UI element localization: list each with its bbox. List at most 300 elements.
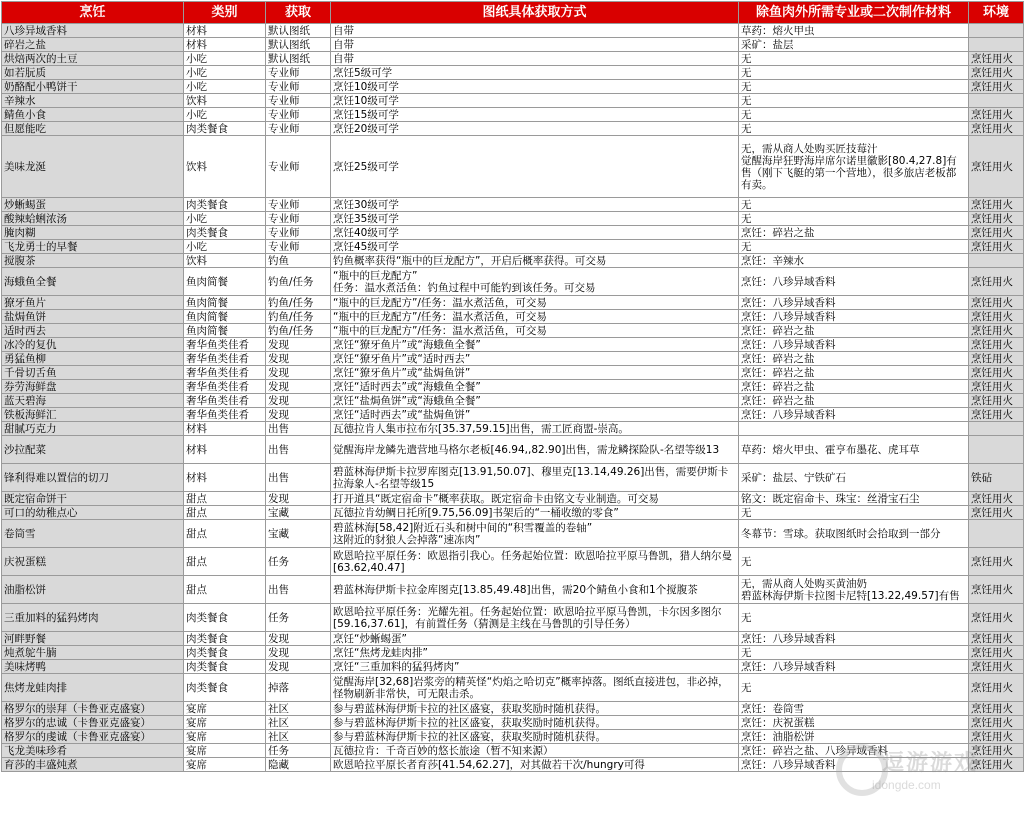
table-row [2,108,1024,122]
environment-cell [969,38,1024,52]
materials-cell: 烹饪：八珍异域香料 [739,338,969,352]
category-cell: 奢华鱼类佳肴 [184,338,266,352]
method-cell: 烹饪“炒蜥蜴蛋” [331,632,739,646]
acquire-cell: 社区 [266,702,331,716]
category-cell: 宴席 [184,744,266,758]
dish-cell: 庆祝蛋糕 [2,548,184,576]
environment-cell: 烹饪用火 [969,548,1024,576]
category-cell: 小吃 [184,80,266,94]
acquire-cell: 发现 [266,380,331,394]
method-cell: 烹饪30级可学 [331,198,739,212]
acquire-cell: 宝藏 [266,506,331,520]
materials-cell: 烹饪：八珍异域香料 [739,632,969,646]
materials-cell: 无 [739,198,969,212]
category-cell: 奢华鱼类佳肴 [184,366,266,380]
category-cell: 肉类餐食 [184,632,266,646]
method-cell: 欧恩哈拉平原任务：光耀先祖。任务起始位置：欧恩哈拉平原马鲁凯，卡尔因多图尔[59.16,37.61]，有前置任务（猜测是主线在马鲁凯的引导任务） [331,604,739,632]
method-cell: 烹饪15级可学 [331,108,739,122]
environment-cell: 烹饪用火 [969,198,1024,212]
table-row [2,80,1024,94]
environment-cell: 烹饪用火 [969,212,1024,226]
environment-cell [969,422,1024,436]
dish-cell: 格罗尔的崇拜（卡鲁亚克盛宴） [2,702,184,716]
method-cell: 自带 [331,38,739,52]
table-row [2,702,1024,716]
materials-cell: 草药：熔火甲虫 [739,24,969,38]
header-row [2,2,1024,24]
materials-cell: 烹饪：八珍异域香料 [739,758,969,772]
acquire-cell: 专业师 [266,80,331,94]
environment-cell [969,94,1024,108]
category-cell: 小吃 [184,52,266,66]
watermark-url: idongde.com [872,778,941,792]
materials-cell: 无 [739,80,969,94]
dish-cell: 甜腻巧克力 [2,422,184,436]
acquire-cell: 发现 [266,660,331,674]
environment-cell: 烹饪用火 [969,716,1024,730]
table-row [2,94,1024,108]
materials-cell: 烹饪：碎岩之盐、八珍异域香料 [739,744,969,758]
acquire-cell: 默认图纸 [266,38,331,52]
method-cell: 瓦德拉肯：千奇百妙的悠长旅途（暂不知来源） [331,744,739,758]
method-cell: 欧恩哈拉平原任务：欧恩指引我心。任务起始位置：欧恩哈拉平原马鲁凯，猎人纳尔曼[63.62,40.47] [331,548,739,576]
acquire-cell: 钓鱼/任务 [266,310,331,324]
category-cell: 奢华鱼类佳肴 [184,380,266,394]
category-cell: 小吃 [184,66,266,80]
category-cell: 肉类餐食 [184,646,266,660]
materials-cell: 烹饪：八珍异域香料 [739,268,969,296]
acquire-cell: 社区 [266,730,331,744]
table-row [2,548,1024,576]
materials-cell: 无 [739,646,969,660]
materials-cell: 烹饪：碎岩之盐 [739,380,969,394]
environment-cell: 烹饪用火 [969,366,1024,380]
environment-cell: 烹饪用火 [969,632,1024,646]
dish-cell: 勇猛鱼柳 [2,352,184,366]
materials-cell: 烹饪：碎岩之盐 [739,352,969,366]
materials-cell: 无 [739,94,969,108]
category-cell: 小吃 [184,212,266,226]
materials-cell: 烹饪：八珍异域香料 [739,296,969,310]
dish-cell: 飞龙美味珍肴 [2,744,184,758]
method-cell: “瓶中的巨龙配方”/任务：温水煮活鱼，可交易 [331,324,739,338]
method-cell: 烹饪“三重加料的猛犸烤肉” [331,660,739,674]
environment-cell: 烹饪用火 [969,226,1024,240]
category-cell: 肉类餐食 [184,674,266,702]
table-row [2,758,1024,772]
method-cell: 烹饪“适时西去”或“海蛾鱼全餐” [331,380,739,394]
method-cell: 烹饪25级可学 [331,136,739,198]
category-cell: 肉类餐食 [184,122,266,136]
category-cell: 小吃 [184,108,266,122]
category-cell: 宴席 [184,758,266,772]
materials-cell: 无 [739,108,969,122]
category-cell: 甜点 [184,576,266,604]
acquire-cell: 发现 [266,492,331,506]
materials-cell: 烹饪：油脂松饼 [739,730,969,744]
header-dish: 烹饪 [2,2,184,24]
dish-cell: 沙拉配菜 [2,436,184,464]
header-environment: 环境 [969,2,1024,24]
environment-cell: 烹饪用火 [969,324,1024,338]
materials-cell: 烹饪：碎岩之盐 [739,324,969,338]
table-row [2,674,1024,702]
materials-cell: 无 [739,52,969,66]
dish-cell: 格罗尔的虔诚（卡鲁亚克盛宴） [2,730,184,744]
method-cell: 烹饪“獠牙鱼片”或“海蛾鱼全餐” [331,338,739,352]
header-category: 类别 [184,2,266,24]
acquire-cell: 隐藏 [266,758,331,772]
environment-cell: 烹饪用火 [969,296,1024,310]
dish-cell: 獠牙鱼片 [2,296,184,310]
category-cell: 奢华鱼类佳肴 [184,352,266,366]
dish-cell: 辛辣水 [2,94,184,108]
materials-cell: 铭文：既定宿命卡、珠宝：丝滑宝石尘 [739,492,969,506]
environment-cell: 烹饪用火 [969,674,1024,702]
environment-cell: 烹饪用火 [969,660,1024,674]
header-materials: 除鱼肉外所需专业或二次制作材料 [739,2,969,24]
environment-cell: 烹饪用火 [969,352,1024,366]
dish-cell: 奶酪配小鸭饼干 [2,80,184,94]
dish-cell: 蓝天碧海 [2,394,184,408]
dish-cell: 腌肉糊 [2,226,184,240]
acquire-cell: 掉落 [266,674,331,702]
dish-cell: 锋利得难以置信的切刀 [2,464,184,492]
method-cell: 参与碧蓝林海伊斯卡拉的社区盛宴，获取奖励时随机获得。 [331,716,739,730]
category-cell: 饮料 [184,254,266,268]
acquire-cell: 出售 [266,464,331,492]
materials-cell [739,422,969,436]
dish-cell: 碎岩之盐 [2,38,184,52]
recipe-table [1,1,1024,772]
category-cell: 材料 [184,24,266,38]
dish-cell: 券劳海鲜盘 [2,380,184,394]
category-cell: 甜点 [184,492,266,506]
category-cell: 奢华鱼类佳肴 [184,394,266,408]
table-row [2,646,1024,660]
category-cell: 肉类餐食 [184,660,266,674]
materials-cell: 冬幕节：雪球。获取图纸时会拾取到一部分 [739,520,969,548]
category-cell: 肉类餐食 [184,604,266,632]
acquire-cell: 发现 [266,338,331,352]
category-cell: 甜点 [184,548,266,576]
table-row [2,296,1024,310]
method-cell: 碧蓝林海伊斯卡拉罗库图克[13.91,50.07]、穆里克[13.14,49.26]出售，需要伊斯卡拉海象人-名望等级15 [331,464,739,492]
category-cell: 材料 [184,38,266,52]
method-cell: “瓶中的巨龙配方”/任务：温水煮活鱼，可交易 [331,296,739,310]
table-row [2,38,1024,52]
acquire-cell: 任务 [266,604,331,632]
category-cell: 鱼肉简餐 [184,324,266,338]
method-cell: 烹饪“獠牙鱼片”或“适时西去” [331,352,739,366]
environment-cell: 烹饪用火 [969,122,1024,136]
materials-cell: 烹饪：八珍异域香料 [739,660,969,674]
dish-cell: 焦烤龙蛙肉排 [2,674,184,702]
category-cell: 小吃 [184,240,266,254]
table-row [2,464,1024,492]
materials-cell: 烹饪：碎岩之盐 [739,394,969,408]
table-row [2,436,1024,464]
materials-cell: 无 [739,604,969,632]
table-row [2,52,1024,66]
method-cell: 烹饪20级可学 [331,122,739,136]
table-body [2,24,1024,772]
table-row [2,226,1024,240]
category-cell: 饮料 [184,94,266,108]
acquire-cell: 出售 [266,436,331,464]
method-cell: 参与碧蓝林海伊斯卡拉的社区盛宴，获取奖励时随机获得。 [331,702,739,716]
materials-cell: 烹饪：碎岩之盐 [739,226,969,240]
acquire-cell: 专业师 [266,198,331,212]
materials-cell: 烹饪：八珍异域香料 [739,408,969,422]
dish-cell: 八珍异域香料 [2,24,184,38]
category-cell: 材料 [184,464,266,492]
dish-cell: 酸辣蛤蜊浓汤 [2,212,184,226]
acquire-cell: 任务 [266,744,331,758]
method-cell: 烹饪“焦烤龙蛙肉排” [331,646,739,660]
table-row [2,716,1024,730]
category-cell: 肉类餐食 [184,198,266,212]
category-cell: 鱼肉简餐 [184,310,266,324]
acquire-cell: 任务 [266,548,331,576]
table-row [2,324,1024,338]
acquire-cell: 专业师 [266,66,331,80]
environment-cell: 烹饪用火 [969,702,1024,716]
acquire-cell: 专业师 [266,136,331,198]
method-cell: 瓦德拉肯幼鲷日托所[9.75,56.09]书架后的“一桶收缴的零食” [331,506,739,520]
table-row [2,136,1024,198]
acquire-cell: 专业师 [266,108,331,122]
table-row [2,24,1024,38]
environment-cell: 烹饪用火 [969,758,1024,772]
dish-cell: 卷筒雪 [2,520,184,548]
category-cell: 宴席 [184,716,266,730]
table-row [2,240,1024,254]
method-cell: “瓶中的巨龙配方” 任务：温水煮活鱼：钓鱼过程中可能钓到该任务。可交易 [331,268,739,296]
method-cell: 自带 [331,52,739,66]
materials-cell: 烹饪：八珍异域香料 [739,310,969,324]
dish-cell: 盐焗鱼饼 [2,310,184,324]
category-cell: 鱼肉简餐 [184,268,266,296]
method-cell: 觉醒海岸龙鳞先遣营地马格尔老板[46.94,,82.90]出售，需龙鳞探险队-名望等级13 [331,436,739,464]
table-row [2,198,1024,212]
table-row [2,338,1024,352]
category-cell: 材料 [184,436,266,464]
acquire-cell: 钓鱼 [266,254,331,268]
materials-cell: 烹饪：辛辣水 [739,254,969,268]
method-cell: 碧蓝林海[58,42]附近石头和树中间的“积雪覆盖的卷轴” 这附近的豺狼人会掉落“速冻肉” [331,520,739,548]
environment-cell: 烹饪用火 [969,80,1024,94]
environment-cell: 烹饪用火 [969,338,1024,352]
dish-cell: 搅腹茶 [2,254,184,268]
acquire-cell: 发现 [266,352,331,366]
table-row [2,352,1024,366]
materials-cell: 无 [739,548,969,576]
category-cell: 肉类餐食 [184,226,266,240]
acquire-cell: 钓鱼/任务 [266,324,331,338]
dish-cell: 冰冷的复仇 [2,338,184,352]
table-row [2,604,1024,632]
materials-cell: 采矿：盐层、宁铁矿石 [739,464,969,492]
materials-cell: 无，需从商人处购买匠技莓汁 觉醒海岸狂野海岸席尔诺里徽影[80.4,27.8]有售（刚下飞艇的第一个营地），很多旅店老板都有卖。 [739,136,969,198]
acquire-cell: 发现 [266,366,331,380]
materials-cell: 无 [739,240,969,254]
watermark-brand: 逗游游戏 [882,750,979,775]
materials-cell: 无 [739,122,969,136]
method-cell: 打开道具“既定宿命卡”概率获取。既定宿命卡由铭文专业制造。可交易 [331,492,739,506]
environment-cell: 烹饪用火 [969,492,1024,506]
table-row [2,268,1024,296]
environment-cell: 烹饪用火 [969,66,1024,80]
environment-cell [969,254,1024,268]
environment-cell: 烹饪用火 [969,380,1024,394]
acquire-cell: 社区 [266,716,331,730]
method-cell: 欧恩哈拉平原长者育莎[41.54,62.27]，对其做若干次/hungry可得 [331,758,739,772]
table-row [2,520,1024,548]
table-row [2,380,1024,394]
method-cell: 自带 [331,24,739,38]
category-cell: 宴席 [184,730,266,744]
method-cell: 烹饪10级可学 [331,80,739,94]
environment-cell: 烹饪用火 [969,408,1024,422]
table-row [2,506,1024,520]
dish-cell: 格罗尔的忠诚（卡鲁亚克盛宴） [2,716,184,730]
dish-cell: 美味龙涎 [2,136,184,198]
acquire-cell: 专业师 [266,212,331,226]
dish-cell: 但愿能吃 [2,122,184,136]
table-row [2,310,1024,324]
dish-cell: 炖煮鸵牛腩 [2,646,184,660]
method-cell: 烹饪40级可学 [331,226,739,240]
table-row [2,66,1024,80]
materials-cell: 无 [739,674,969,702]
table-row [2,744,1024,758]
materials-cell: 草药：熔火甲虫、霍亨布墨花、虎耳草 [739,436,969,464]
acquire-cell: 宝藏 [266,520,331,548]
acquire-cell: 专业师 [266,122,331,136]
method-cell: “瓶中的巨龙配方”/任务：温水煮活鱼，可交易 [331,310,739,324]
dish-cell: 海蛾鱼全餐 [2,268,184,296]
environment-cell: 铁砧 [969,464,1024,492]
method-cell: 烹饪5级可学 [331,66,739,80]
materials-cell: 无 [739,66,969,80]
table-row [2,394,1024,408]
dish-cell: 千骨切舌鱼 [2,366,184,380]
environment-cell: 烹饪用火 [969,604,1024,632]
dish-cell: 如若朊质 [2,66,184,80]
environment-cell: 烹饪用火 [969,310,1024,324]
dish-cell: 育莎的丰盛炖煮 [2,758,184,772]
table-row [2,660,1024,674]
environment-cell: 烹饪用火 [969,730,1024,744]
dish-cell: 河畔野餐 [2,632,184,646]
dish-cell: 适时西去 [2,324,184,338]
method-cell: 瓦德拉肯人集市拉布尔[35.37,59.15]出售，需工匠商盟-崇高。 [331,422,739,436]
acquire-cell: 发现 [266,394,331,408]
environment-cell: 烹饪用火 [969,268,1024,296]
category-cell: 鱼肉简餐 [184,296,266,310]
dish-cell: 炒蜥蜴蛋 [2,198,184,212]
environment-cell: 烹饪用火 [969,646,1024,660]
environment-cell: 烹饪用火 [969,108,1024,122]
dish-cell: 鲭鱼小食 [2,108,184,122]
table-row [2,408,1024,422]
header-acquire: 获取 [266,2,331,24]
table-row [2,212,1024,226]
dish-cell: 铁板海鲜汇 [2,408,184,422]
table-row [2,576,1024,604]
dish-cell: 可口的幼稚点心 [2,506,184,520]
dish-cell: 飞龙勇士的早餐 [2,240,184,254]
acquire-cell: 发现 [266,646,331,660]
acquire-cell: 专业师 [266,226,331,240]
acquire-cell: 专业师 [266,240,331,254]
environment-cell: 烹饪用火 [969,240,1024,254]
method-cell: 碧蓝林海伊斯卡拉金库图克[13.85,49.48]出售，需20个鲭鱼小食和1个搅腹茶 [331,576,739,604]
acquire-cell: 默认图纸 [266,24,331,38]
environment-cell: 烹饪用火 [969,576,1024,604]
materials-cell: 烹饪：碎岩之盐 [739,366,969,380]
materials-cell: 无 [739,506,969,520]
category-cell: 材料 [184,422,266,436]
method-cell: 烹饪35级可学 [331,212,739,226]
table-row [2,254,1024,268]
dish-cell: 既定宿命饼干 [2,492,184,506]
category-cell: 奢华鱼类佳肴 [184,408,266,422]
method-cell: 参与碧蓝林海伊斯卡拉的社区盛宴，获取奖励时随机获得。 [331,730,739,744]
method-cell: 烹饪“适时西去”或“盐焗鱼饼” [331,408,739,422]
materials-cell: 烹饪：卷筒雪 [739,702,969,716]
materials-cell: 无，需从商人处购买黄油奶 碧蓝林海伊斯卡拉图卡尼特[13.22,49.57]有售 [739,576,969,604]
acquire-cell: 钓鱼/任务 [266,268,331,296]
environment-cell: 烹饪用火 [969,506,1024,520]
acquire-cell: 发现 [266,632,331,646]
category-cell: 宴席 [184,702,266,716]
table-row [2,122,1024,136]
method-cell: 烹饪10级可学 [331,94,739,108]
environment-cell: 烹饪用火 [969,394,1024,408]
dish-cell: 油脂松饼 [2,576,184,604]
materials-cell: 采矿：盐层 [739,38,969,52]
materials-cell: 烹饪：庆祝蛋糕 [739,716,969,730]
table-row [2,422,1024,436]
dish-cell: 美味烤鸭 [2,660,184,674]
environment-cell: 烹饪用火 [969,136,1024,198]
category-cell: 饮料 [184,136,266,198]
method-cell: 钓鱼概率获得“瓶中的巨龙配方”，开启后概率获得。可交易 [331,254,739,268]
category-cell: 甜点 [184,520,266,548]
acquire-cell: 默认图纸 [266,52,331,66]
acquire-cell: 钓鱼/任务 [266,296,331,310]
acquire-cell: 发现 [266,408,331,422]
table-row [2,366,1024,380]
method-cell: 觉醒海岸[32,68]岩浆旁的精英怪“灼焰之哈切克”概率掉落。图纸直接进包，非必掉，怪物刷新非常快，可无限击杀。 [331,674,739,702]
dish-cell: 烘焙两次的土豆 [2,52,184,66]
environment-cell [969,24,1024,38]
table-row [2,492,1024,506]
table-row [2,730,1024,744]
category-cell: 甜点 [184,506,266,520]
environment-cell: 烹饪用火 [969,744,1024,758]
method-cell: 烹饪45级可学 [331,240,739,254]
header-method: 图纸具体获取方式 [331,2,739,24]
acquire-cell: 专业师 [266,94,331,108]
dish-cell: 三重加料的猛犸烤肉 [2,604,184,632]
acquire-cell: 出售 [266,576,331,604]
environment-cell [969,520,1024,548]
materials-cell: 无 [739,212,969,226]
environment-cell: 烹饪用火 [969,52,1024,66]
